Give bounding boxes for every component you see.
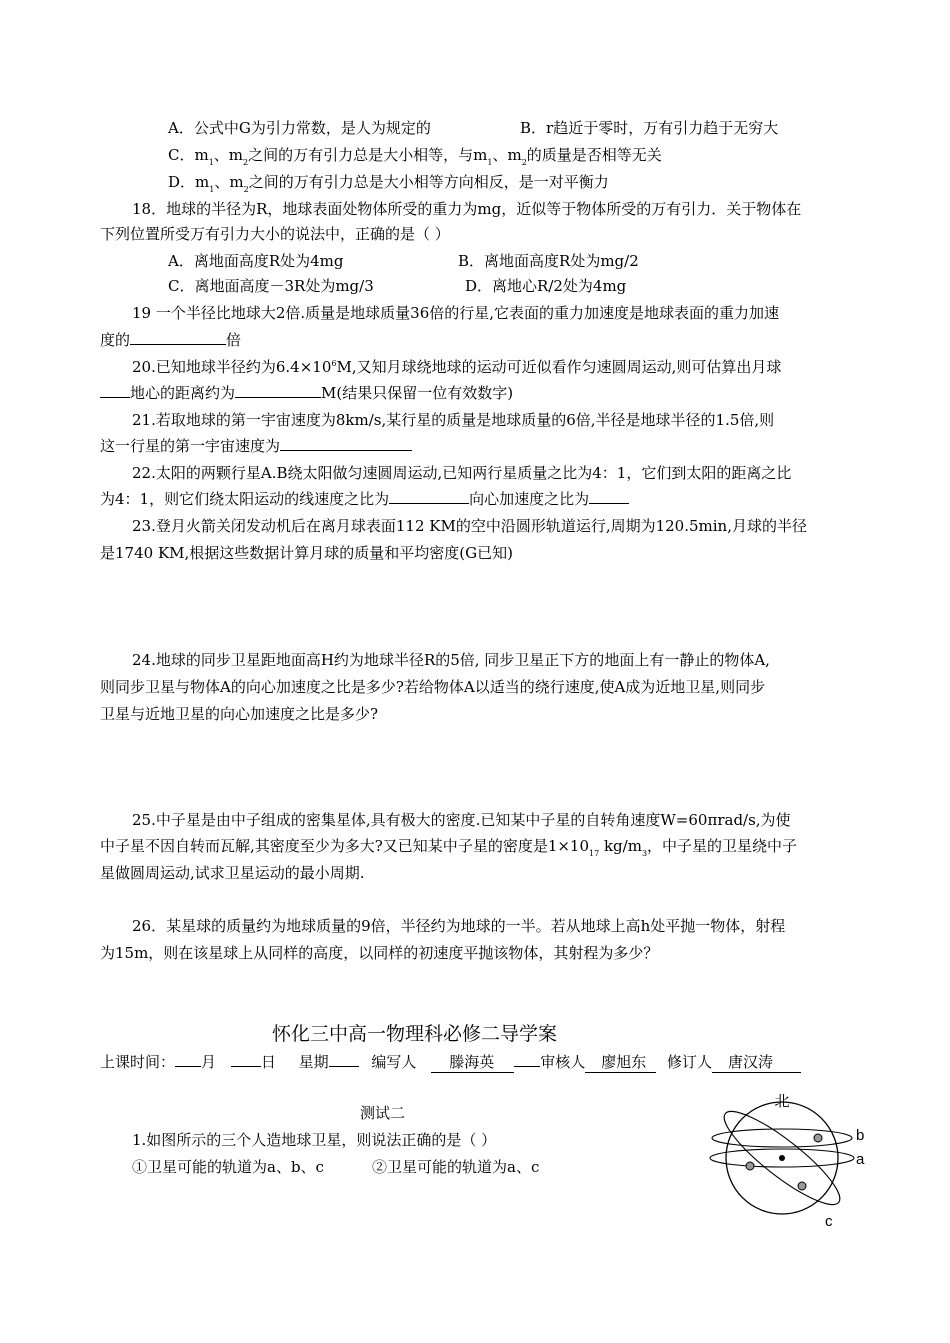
q26-stem-line1: 26．某星球的质量约为地球质量的9倍，半径约为地球的一半。若从地球上高h处平抛一物体，射程 — [132, 917, 786, 935]
q23-stem-line2: 是1740 KM,根据这些数据计算月球的质量和平均密度(G已知) — [100, 544, 513, 562]
test2-q1-stem: 1.如图所示的三个人造地球卫星，则说法正确的是（ ） — [132, 1131, 497, 1149]
day-blank[interactable] — [231, 1052, 261, 1067]
weekday-blank[interactable] — [329, 1052, 359, 1067]
answer-blank[interactable] — [589, 489, 629, 504]
test2-q1-option-2: ②卫星可能的轨道为a、c — [372, 1158, 540, 1176]
q18-stem-line1: 18．地球的半径为R，地球表面处物体所受的重力为mg，近似等于物体所受的万有引力．关于物体在 — [132, 200, 802, 218]
q24-stem-line3: 卫星与近地卫星的向心加速度之比是多少? — [100, 705, 379, 723]
label-b: b — [856, 1127, 865, 1144]
q17-option-a: A．公式中G为引力常数，是人为规定的 — [168, 119, 431, 137]
page-title: 怀化三中高一物理科必修二导学案 — [272, 1023, 558, 1045]
class-info-row: 上课时间： 月 日 星期 编写人 滕海英 审核人 廖旭东 修订人 唐汉涛 — [100, 1052, 801, 1073]
q18-option-a: A．离地面高度R处为4mg — [168, 252, 344, 270]
earth-center-dot — [779, 1155, 785, 1161]
satellite-a — [746, 1162, 754, 1170]
answer-blank[interactable] — [100, 383, 130, 398]
label-c: c — [825, 1213, 833, 1230]
q18-stem-line2: 下列位置所受万有引力大小的说法中，正确的是（ ） — [100, 225, 450, 243]
q21-stem-line2: 这一行星的第一宇宙速度为 — [100, 436, 412, 456]
q22-stem-line2: 为4：1，则它们绕太阳运动的线速度之比为 向心加速度之比为 — [100, 489, 629, 509]
test2-q1-option-1: ①卫星可能的轨道为a、b、c — [132, 1158, 324, 1176]
q24-stem-line1: 24.地球的同步卫星距地面高H约为地球半径R的5倍, 同步卫星正下方的地面上有一静止的物体A, — [132, 651, 770, 669]
satellite-b — [814, 1134, 822, 1142]
month-blank[interactable] — [175, 1052, 201, 1067]
q23-stem-line1: 23.登月火箭关闭发动机后在离月球表面112 KM的空中沿圆形轨道运行,周期为120.5min,月球的半径 — [132, 517, 807, 535]
q21-stem-line1: 21.若取地球的第一宇宙速度为8km/s,某行星的质量是地球质量的6倍,半径是地球半径的1.5倍,则 — [132, 411, 775, 429]
writer-name: 滕海英 — [431, 1052, 514, 1073]
orbit-b — [712, 1129, 852, 1147]
label-a: a — [856, 1151, 865, 1168]
q17-option-d: D．$m_1$、$m_2$之间的万有引力总是大小相等方向相反，是一对平衡力 — [168, 173, 609, 194]
satellite-orbits-figure — [700, 1086, 880, 1236]
q22-stem-line1: 22.太阳的两颗行星A.B绕太阳做匀速圆周运动,已知两行星质量之比为4：1，它们到太阳的距离之比 — [132, 464, 792, 482]
reviewer-name: 廖旭东 — [585, 1052, 656, 1073]
q25-stem-line3: 星做圆周运动,试求卫星运动的最小周期. — [100, 864, 365, 882]
north-label: 北 — [774, 1092, 790, 1110]
q17-option-b: B．r趋近于零时，万有引力趋于无穷大 — [520, 119, 779, 137]
q20-stem-line2: 地心的距离约为 M(结果只保留一位有效数字) — [100, 383, 513, 403]
q18-option-c: C．离地面高度－3R处为mg/3 — [168, 277, 374, 295]
reviser-name: 唐汉涛 — [712, 1052, 801, 1073]
q19-stem-line1: 19 一个半径比地球大2倍.质量是地球质量36倍的行星,它表面的重力加速度是地球表面的重力加速 — [132, 304, 780, 322]
q24-stem-line2: 则同步卫星与物体A的向心加速度之比是多少?若给物体A以适当的绕行速度,使A成为近地卫星,则同步 — [100, 678, 766, 696]
q25-stem-line2: 中子星不因自转而瓦解,其密度至少为多大?又已知某中子星的密度是$1\times 10_{17}$ $kg/m_3$，中子星的卫星绕中子 — [100, 837, 798, 858]
q25-stem-line1: 25.中子星是由中子组成的密集星体,具有极大的密度.已知某中子星的自转角速度W=60πrad/s,为使 — [132, 811, 791, 829]
answer-blank[interactable] — [235, 383, 321, 398]
satellite-c — [798, 1182, 806, 1190]
answer-blank[interactable] — [130, 330, 226, 345]
q26-stem-line2: 为15m，则在该星球上从同样的高度，以同样的初速度平抛该物体，其射程为多少？ — [100, 944, 659, 962]
answer-blank[interactable] — [280, 436, 412, 451]
q18-option-b: B．离地面高度R处为mg/2 — [458, 252, 639, 270]
q18-option-d: D．离地心R/2处为4mg — [465, 277, 627, 295]
q17-option-c: C．$m_1$、$m_2$之间的万有引力总是大小相等，与$m_1$、$m_2$的质量是否相等无关 — [168, 146, 662, 167]
test2-heading: 测试二 — [360, 1104, 406, 1122]
answer-blank[interactable] — [389, 489, 469, 504]
q20-stem-line1: 20.已知地球半径约为$6.4\times 10^6M$,又知月球绕地球的运动可近似看作匀速圆周运动,则可估算出月球 — [132, 358, 782, 376]
q19-stem-line2: 度的 倍 — [100, 331, 242, 349]
